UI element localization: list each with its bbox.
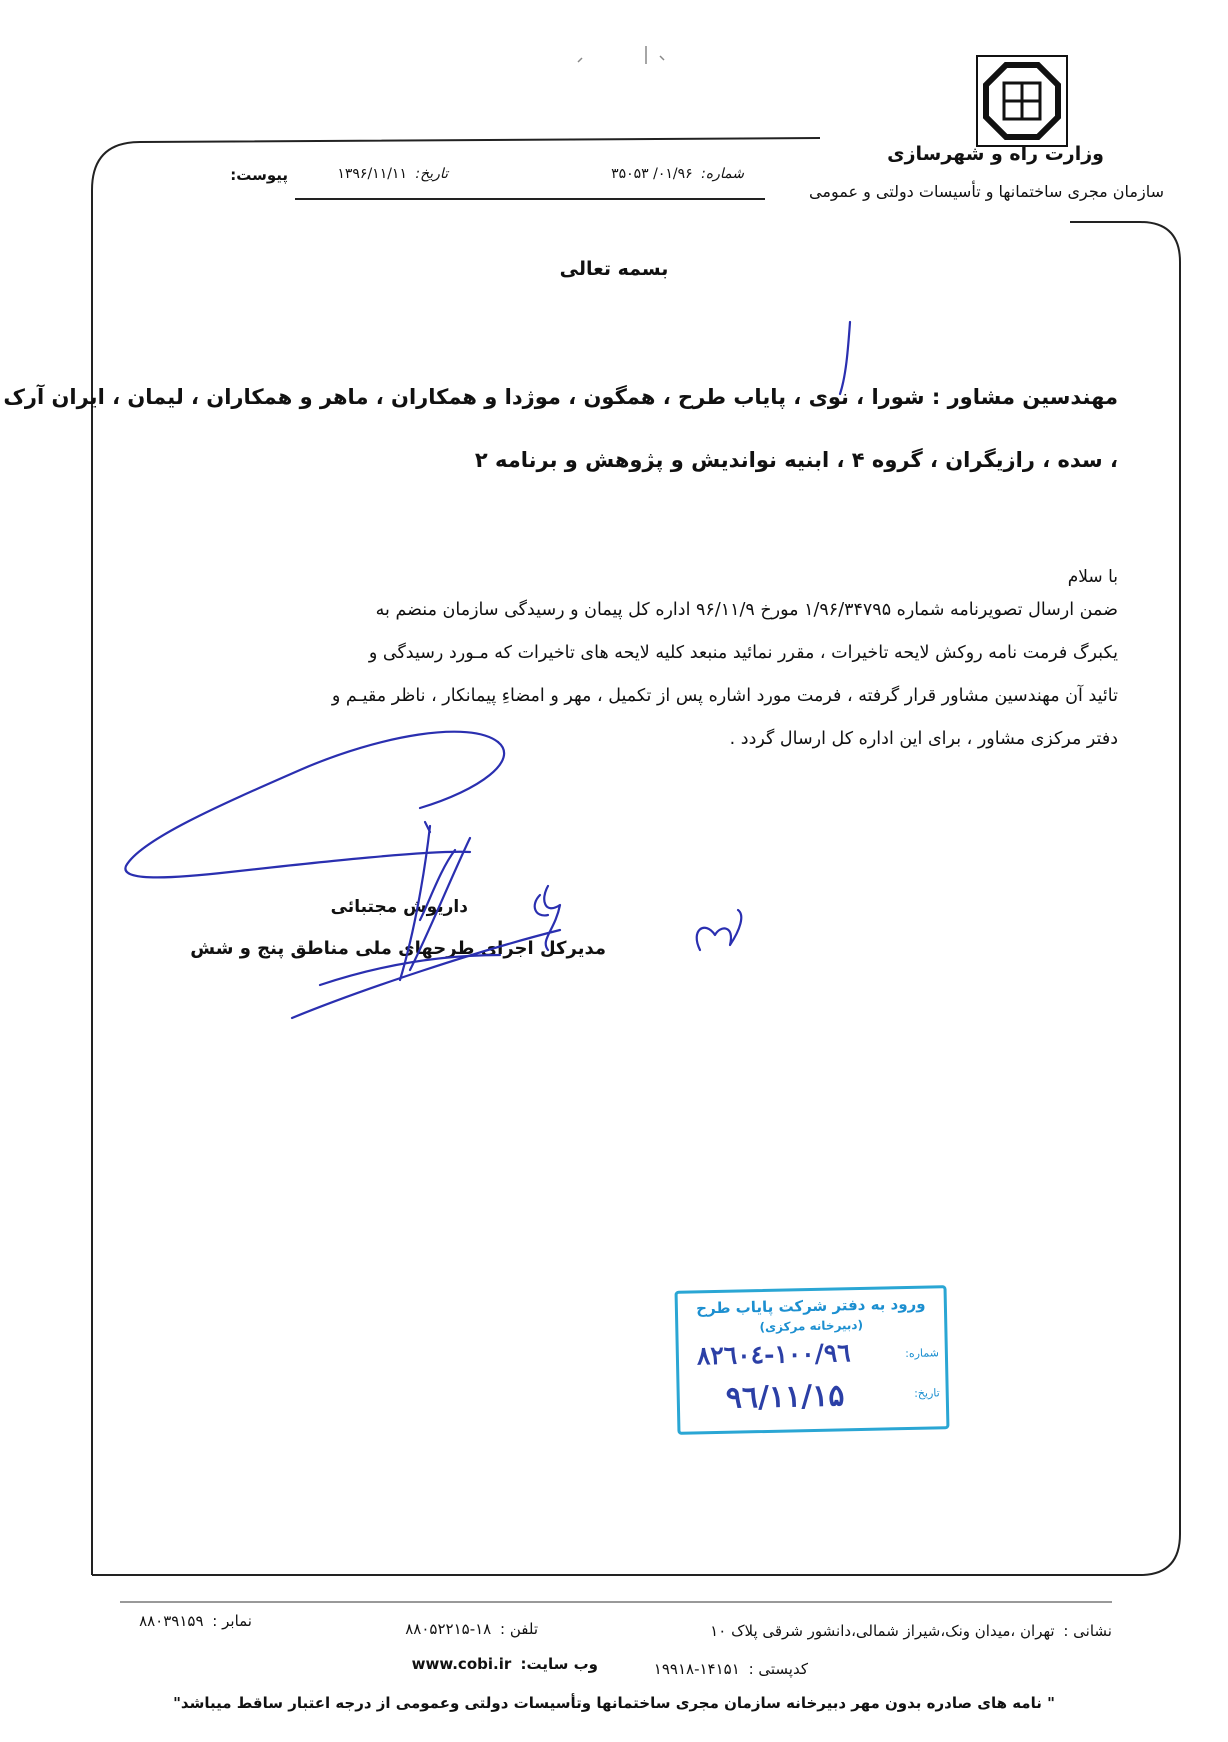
body-line-4: دفتر مرکزی مشاور ، برای این اداره کل ارسال گردد . [729, 729, 1118, 749]
footer-validity-note: " نامه های صادره بدون مهر دبیرخانه سازمان مجری ساختمانها وتأسیسات دولتی وعمومی از درجه اعتبار ساقط میباشد" [173, 1694, 1055, 1712]
letter-date-label: تاریخ: [415, 166, 448, 182]
footer-fax-label: نمابر : [212, 1612, 252, 1630]
footer-website [412, 1655, 598, 1673]
body-line-3: تائید آن مهندسین مشاور قرار گرفته ، فرمت مورد اشاره پس از تکمیل ، مهر و امضاءِ پیمانکار ، ناظر مقیـم و [331, 686, 1118, 706]
letter-number-value: ۰۱/۹۶/ ۳۵۰۵۳ [611, 166, 693, 182]
incoming-stamp [675, 1285, 950, 1435]
signer-name: داریوش مجتبائی [330, 897, 468, 917]
footer-address [710, 1622, 1112, 1640]
ministry-logo-icon [976, 55, 1068, 147]
footer-phone [405, 1620, 538, 1638]
body-line-1: ضمن ارسال تصویرنامه شماره ۱/۹۶/۳۴۷۹۵ مورخ ۹۶/۱۱/۹ اداره کل پیمان و رسیدگی سازمان منضم به [375, 600, 1118, 620]
greeting: با سلام [1067, 567, 1118, 587]
ministry-name: وزارت راه و شهرسازی [887, 143, 1104, 165]
signer-title: مدیرکل اجرای طرحهای ملی مناطق پنج و شش [190, 938, 606, 959]
stamp-handwritten-date: ٩٦/١١/١۵ [725, 1378, 845, 1416]
body-line-2: یکبرگ فرمت نامه روکش لایحه تاخیرات ، مقرر نمائید منبعد کلیه لایحه های تاخیرات که مـورد رسیدگی و [368, 643, 1118, 663]
stamp-number-label: شماره: [905, 1346, 940, 1361]
footer-fax [139, 1612, 252, 1630]
letter-date [337, 166, 448, 182]
footer-phone-value: ۱۸-۸۸۰۵۲۲۱۵ [405, 1620, 492, 1638]
footer-phone-label: تلفن : [500, 1620, 538, 1638]
letter-date-value: ۱۳۹۶/۱۱/۱۱ [337, 166, 407, 182]
bismillah-heading: بسمه تعالی [559, 258, 669, 280]
footer-address-label: نشانی : [1063, 1622, 1112, 1640]
footer-postal-code [654, 1660, 808, 1678]
footer-postal-label: کدپستی : [748, 1660, 808, 1678]
stamp-line-1: ورود به دفتر شرکت پایاب طرح [696, 1294, 926, 1318]
header-divider [295, 198, 765, 200]
recipients-line-1: مهندسین مشاور : شورا ، نوی ، پایاب طرح ، همگون ، موژدا و همکاران ، ماهر و همکاران ، لیمان ، ایران آرک [3, 385, 1118, 409]
letter-number-label: شماره: [701, 166, 744, 182]
recipients-line-2: ، سده ، رازیگران ، گروه ۴ ، ابنیه نواندیش و پژوهش و برنامه ۲ [474, 448, 1118, 472]
footer-website-label: وب سایت: [520, 1655, 598, 1673]
footer-fax-value: ۸۸۰۳۹۱۵۹ [139, 1612, 204, 1630]
footer-address-value: تهران ،میدان ونک،شیراز شمالی،دانشور شرقی پلاک ۱۰ [710, 1622, 1055, 1640]
stamp-handwritten-number: ١٠٠/٩٦-٨٢٦٠٤ [696, 1338, 851, 1371]
footer-postal-value: ۱۴۱۵۱-۱۹۹۱۸ [653, 1660, 740, 1678]
letter-number [611, 166, 744, 182]
attachment-label: پیوست: [230, 166, 288, 184]
stamp-line-2: (دبیرخانه مرکزی) [759, 1317, 864, 1335]
organization-name: سازمان مجری ساختمانها و تأسیسات دولتی و عمومی [809, 182, 1164, 201]
stamp-date-label: تاریخ: [913, 1386, 940, 1400]
footer-website-link[interactable]: www.cobi.ir [411, 1655, 512, 1673]
